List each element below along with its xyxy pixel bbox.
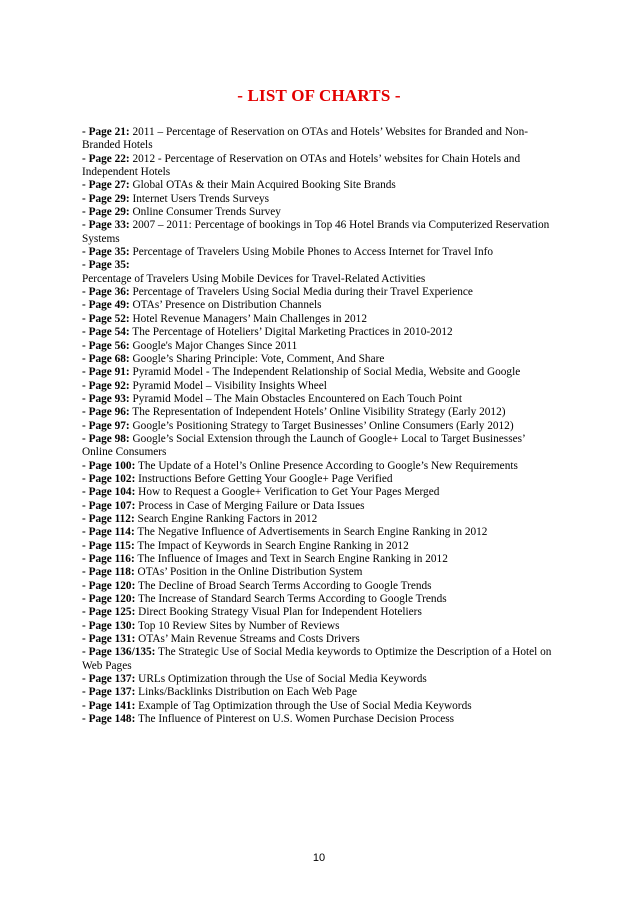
chart-list-item <box>82 393 552 406</box>
chart-page-ref: - Page 118: <box>82 566 135 579</box>
chart-page-ref: - Page 148: <box>82 713 136 726</box>
chart-list-item <box>82 686 552 699</box>
chart-list-item <box>82 713 552 726</box>
chart-page-ref: - Page 130: <box>82 619 136 632</box>
chart-page-ref: - Page 52: <box>82 312 130 325</box>
chart-page-ref: - Page 21: <box>82 126 130 138</box>
chart-page-ref: - Page 96: <box>82 406 130 419</box>
chart-list-item <box>82 153 552 180</box>
chart-page-ref: - Page 104: <box>82 486 136 499</box>
chart-list-item <box>82 179 552 192</box>
chart-title: Hotel Revenue Managers’ Main Challenges in 2012 <box>129 312 367 325</box>
chart-title: The Percentage of Hoteliers’ Digital Marketing Practices in 2010-2012 <box>129 326 453 339</box>
chart-list-item <box>82 566 552 579</box>
chart-list-item <box>82 633 552 646</box>
chart-title: OTAs’ Main Revenue Streams and Costs Drivers <box>135 633 360 646</box>
chart-list-item <box>82 206 552 219</box>
chart-list-item <box>82 700 552 713</box>
chart-page-ref: - Page 141: <box>82 699 136 712</box>
chart-page-ref: - Page 115: <box>82 539 135 552</box>
chart-page-ref: - Page 68: <box>82 352 130 365</box>
chart-list-item <box>82 500 552 513</box>
chart-list-item <box>82 340 552 353</box>
chart-title: Process in Case of Merging Failure or Data Issues <box>135 499 365 512</box>
chart-list <box>82 126 552 726</box>
chart-list-item <box>82 259 552 286</box>
chart-list-item <box>82 580 552 593</box>
chart-page-ref: - Page 91: <box>82 366 130 379</box>
chart-title: Direct Booking Strategy Visual Plan for Independent Hoteliers <box>135 606 422 619</box>
chart-title: How to Request a Google+ Verification to Get Your Pages Merged <box>135 486 440 499</box>
chart-page-ref: - Page 125: <box>82 606 136 619</box>
chart-title: The Representation of Independent Hotels’ Online Visibility Strategy (Early 2012) <box>129 406 506 419</box>
chart-title: Google's Major Changes Since 2011 <box>129 339 298 352</box>
chart-page-ref: - Page 102: <box>82 472 136 485</box>
chart-page-ref: - Page 27: <box>82 179 130 192</box>
chart-title: Percentage of Travelers Using Mobile Devices for Travel-Related Activities <box>82 272 426 285</box>
chart-page-ref: - Page 29: <box>82 206 130 219</box>
chart-title: Google’s Sharing Principle: Vote, Comment, And Share <box>129 352 385 365</box>
chart-page-ref: - Page 35: <box>82 259 130 272</box>
chart-list-item <box>82 553 552 566</box>
chart-page-ref: - Page 33: <box>82 219 130 232</box>
chart-title: Percentage of Travelers Using Social Media during their Travel Experience <box>129 286 473 299</box>
chart-page-ref: - Page 120: <box>82 593 136 606</box>
chart-page-ref: - Page 131: <box>82 633 136 646</box>
chart-list-item <box>82 513 552 526</box>
chart-list-item <box>82 246 552 259</box>
chart-page-ref: - Page 22: <box>82 152 130 165</box>
chart-page-ref: - Page 93: <box>82 392 130 405</box>
chart-list-item <box>82 606 552 619</box>
chart-title: OTAs’ Presence on Distribution Channels <box>129 299 322 312</box>
chart-title: Percentage of Travelers Using Mobile Phones to Access Internet for Travel Info <box>129 246 494 259</box>
chart-page-ref: - Page 137: <box>82 686 136 699</box>
chart-list-item <box>82 126 552 153</box>
chart-page-ref: - Page 120: <box>82 579 136 592</box>
chart-list-item <box>82 299 552 312</box>
chart-list-item <box>82 193 552 206</box>
chart-list-item <box>82 353 552 366</box>
chart-list-item <box>82 433 552 460</box>
chart-list-item <box>82 380 552 393</box>
chart-page-ref: - Page 56: <box>82 339 130 352</box>
chart-title: The Decline of Broad Search Terms According to Google Trends <box>135 579 432 592</box>
chart-list-item <box>82 620 552 633</box>
chart-page-ref: - Page 137: <box>82 673 136 686</box>
chart-page-ref: - Page 100: <box>82 459 136 472</box>
chart-page-ref: - Page 107: <box>82 499 136 512</box>
chart-page-ref: - Page 54: <box>82 326 130 339</box>
chart-title: OTAs’ Position in the Online Distribution System <box>134 566 363 579</box>
chart-page-ref: - Page 49: <box>82 299 130 312</box>
chart-list-item <box>82 313 552 326</box>
chart-title: Top 10 Review Sites by Number of Reviews <box>135 619 340 632</box>
chart-title: The Update of a Hotel’s Online Presence According to Google’s New Requirements <box>135 459 518 472</box>
chart-title: 2007 – 2011: Percentage of bookings in Top 46 Hotel Brands via Computerized Reservation Systems <box>82 219 550 245</box>
chart-list-item <box>82 406 552 419</box>
chart-title: Google’s Positioning Strategy to Target Businesses’ Online Consumers (Early 2012) <box>129 419 514 432</box>
chart-title: Global OTAs & their Main Acquired Booking Site Brands <box>129 179 396 192</box>
chart-page-ref: - Page 98: <box>82 432 130 445</box>
chart-list-item <box>82 593 552 606</box>
chart-list-item <box>82 420 552 433</box>
chart-list-item <box>82 366 552 379</box>
chart-page-ref: - Page 136/135: <box>82 646 156 659</box>
chart-list-item <box>82 540 552 553</box>
chart-title: The Increase of Standard Search Terms According to Google Trends <box>135 593 447 606</box>
chart-list-item <box>82 219 552 246</box>
chart-title: Pyramid Model – The Main Obstacles Encountered on Each Touch Point <box>129 392 462 405</box>
chart-page-ref: - Page 116: <box>82 553 135 565</box>
page-title: - LIST OF CHARTS - <box>237 86 401 105</box>
chart-title: The Influence of Images and Text in Search Engine Ranking in 2012 <box>134 553 448 565</box>
chart-list-item <box>82 526 552 539</box>
chart-list-item <box>82 486 552 499</box>
chart-page-ref: - Page 114: <box>82 526 135 539</box>
chart-page-ref: - Page 97: <box>82 419 130 432</box>
page-number: 10 <box>312 852 326 864</box>
chart-title: The Strategic Use of Social Media keywords to Optimize the Description of a Hotel on Web Pages <box>82 646 552 672</box>
chart-list-item <box>82 460 552 473</box>
chart-page-ref: - Page 29: <box>82 192 130 205</box>
chart-title: Online Consumer Trends Survey <box>129 206 281 219</box>
chart-title: Pyramid Model – Visibility Insights Wheel <box>129 379 327 392</box>
chart-list-item <box>82 286 552 299</box>
chart-page-ref: - Page 35: <box>82 246 130 259</box>
chart-list-item <box>82 646 552 673</box>
chart-title: Links/Backlinks Distribution on Each Web Page <box>135 686 357 699</box>
chart-list-item <box>82 673 552 686</box>
chart-title: 2012 - Percentage of Reservation on OTAs and Hotels’ websites for Chain Hotels and Independent Hotels <box>82 152 521 179</box>
chart-title: 2011 – Percentage of Reservation on OTAs and Hotels’ Websites for Branded and Non-Branded Hotels <box>82 126 528 152</box>
chart-page-ref: - Page 92: <box>82 379 130 392</box>
chart-title: Instructions Before Getting Your Google+ Page Verified <box>135 472 393 485</box>
chart-title: The Negative Influence of Advertisements in Search Engine Ranking in 2012 <box>134 526 488 539</box>
chart-title: The Influence of Pinterest on U.S. Women Purchase Decision Process <box>135 713 455 726</box>
chart-list-item <box>82 326 552 339</box>
chart-title: Search Engine Ranking Factors in 2012 <box>134 512 318 525</box>
chart-title: Example of Tag Optimization through the Use of Social Media Keywords <box>135 699 472 712</box>
chart-title: URLs Optimization through the Use of Social Media Keywords <box>135 673 427 686</box>
chart-list-item <box>82 473 552 486</box>
chart-title: The Impact of Keywords in Search Engine Ranking in 2012 <box>134 539 409 552</box>
chart-title: Pyramid Model - The Independent Relationship of Social Media, Website and Google <box>129 366 521 379</box>
chart-page-ref: - Page 36: <box>82 286 130 299</box>
chart-title: Google’s Social Extension through the Launch of Google+ Local to Target Businesses’ Online Consumers <box>82 432 525 459</box>
chart-page-ref: - Page 112: <box>82 512 135 525</box>
chart-title: Internet Users Trends Surveys <box>129 192 270 205</box>
